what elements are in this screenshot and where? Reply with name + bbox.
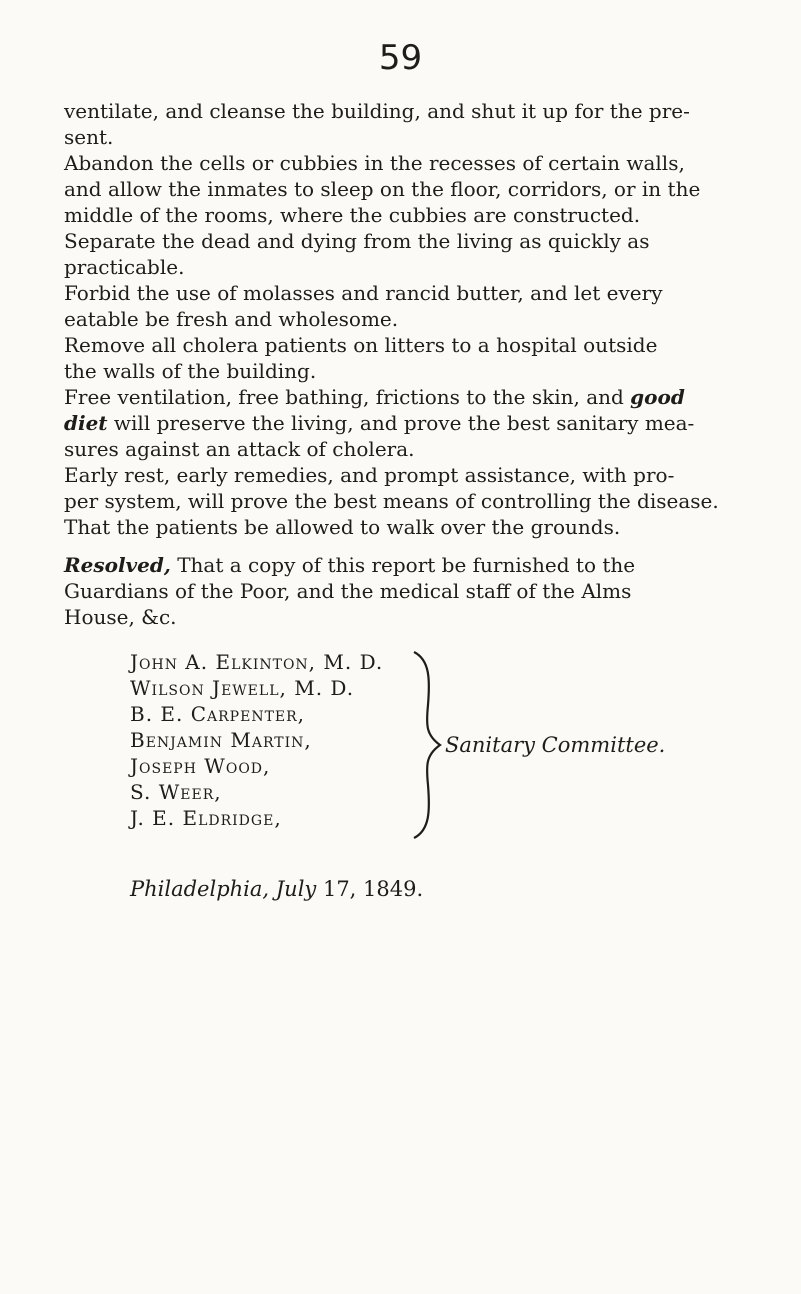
dateline: [130, 876, 423, 902]
paragraph-free-ventilation: [64, 384, 722, 462]
report-body: [64, 98, 722, 630]
resolved-label: Resolved,: [64, 553, 171, 577]
paragraph-resolution: [64, 552, 722, 630]
ventilation-text-before: Free ventilation, free bathing, frictions to the skin, and: [64, 385, 631, 409]
dateline-date: 17, 1849.: [316, 877, 424, 901]
paragraph-early-rest: Early rest, early remedies, and prompt assistance, with pro- per system, will prove the best means of controlling the disease.: [64, 463, 719, 513]
signatory-name: John A. Elkinton, M. D.: [130, 650, 384, 674]
paragraph-remove-patients: Remove all cholera patients on litters to a hospital outside the walls of the building.: [64, 333, 658, 383]
paragraph-cubbies: Abandon the cells or cubbies in the recesses of certain walls, and allow the inmates to sleep on the floor, corridors, or in the middle of the rooms, where the cubbies are constructed.: [64, 151, 701, 227]
committee-label: Sanitary Committee.: [445, 733, 666, 757]
paragraph-separate-dead: Separate the dead and dying from the living as quickly as practicable.: [64, 229, 650, 279]
curly-brace-icon: [412, 650, 442, 840]
page-number: 59: [378, 38, 423, 78]
signatory-name: B. E. Carpenter,: [130, 702, 306, 726]
paragraph-walk-grounds: That the patients be allowed to walk over the grounds.: [64, 515, 621, 539]
signatory-name: Wilson Jewell, M. D.: [130, 676, 355, 700]
paragraph-forbid-molasses: Forbid the use of molasses and rancid butter, and let every eatable be fresh and wholesome.: [64, 281, 663, 331]
signatory-name: J. E. Eldridge,: [130, 806, 282, 830]
good-diet-emphasis: good diet: [64, 385, 685, 435]
signatory-name: Benjamin Martin,: [130, 728, 312, 752]
paragraph-ventilate: ventilate, and cleanse the building, and shut it up for the pre- sent.: [64, 99, 690, 149]
ventilation-text-after: will preserve the living, and prove the best sanitary mea- sures against an attack of cholera.: [64, 411, 695, 461]
signatory-list: [130, 649, 410, 831]
signatory-name: Joseph Wood,: [130, 754, 271, 778]
dateline-place: Philadelphia, July: [130, 877, 317, 901]
signatory-name: S. Weer,: [130, 780, 222, 804]
resolution-text: That a copy of this report be furnished to the Guardians of the Poor, and the medical staff of the Alms House, &c.: [64, 553, 636, 629]
